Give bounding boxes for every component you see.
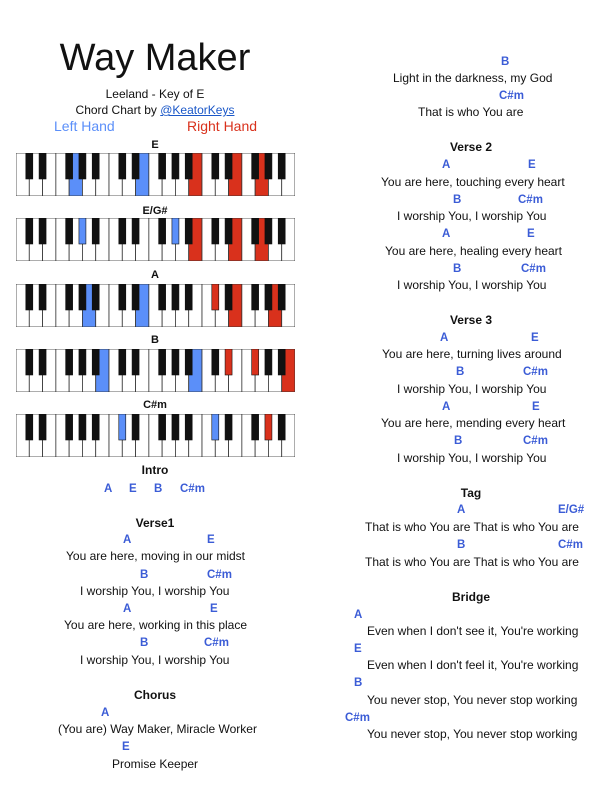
lyric-line: Even when I don't see it, You're working bbox=[367, 624, 579, 638]
lyric-line: You never stop, You never stop working bbox=[367, 693, 578, 707]
black-key bbox=[159, 153, 166, 179]
chord-label: B bbox=[140, 637, 149, 649]
artist-line: Leeland - Key of E bbox=[105, 87, 205, 101]
chord-label: B bbox=[457, 539, 466, 551]
chart-by-line bbox=[0, 103, 310, 118]
chord-label: A bbox=[123, 603, 132, 615]
black-key bbox=[119, 153, 126, 179]
black-key bbox=[79, 284, 86, 310]
black-key bbox=[26, 414, 33, 440]
black-key bbox=[132, 284, 139, 310]
black-key bbox=[159, 414, 166, 440]
keyboard-title-csharpm: C#m bbox=[143, 399, 167, 411]
right-hand-legend: Right Hand bbox=[187, 118, 258, 134]
black-key bbox=[252, 349, 259, 375]
intro-chord: B bbox=[154, 483, 163, 495]
lyric-line: Promise Keeper bbox=[112, 757, 199, 771]
author-link[interactable]: @KeatorKeys bbox=[160, 103, 235, 117]
chord-label: A bbox=[101, 707, 110, 719]
black-key bbox=[225, 153, 232, 179]
black-key bbox=[92, 284, 99, 310]
black-key bbox=[119, 414, 126, 440]
chord-label: C#m bbox=[204, 637, 229, 649]
black-key bbox=[185, 284, 192, 310]
black-key bbox=[185, 218, 192, 244]
black-key bbox=[159, 349, 166, 375]
black-key bbox=[39, 218, 46, 244]
black-key bbox=[265, 153, 272, 179]
black-key bbox=[26, 218, 33, 244]
black-key bbox=[79, 153, 86, 179]
chord-label: C#m bbox=[521, 263, 546, 275]
black-key bbox=[26, 349, 33, 375]
keyboard-title-e: E bbox=[151, 139, 159, 151]
chord-label: B bbox=[140, 569, 149, 581]
black-key bbox=[66, 414, 73, 440]
lyric-line: I worship You, I worship You bbox=[80, 653, 230, 667]
chord-label: A bbox=[442, 401, 451, 413]
black-key bbox=[265, 284, 272, 310]
black-key bbox=[66, 284, 73, 310]
black-key bbox=[92, 218, 99, 244]
chord-label: E/G# bbox=[558, 504, 585, 516]
keyboard-diagram-egsharp bbox=[16, 218, 295, 261]
black-key bbox=[79, 349, 86, 375]
lyric-line: You are here, turning lives around bbox=[382, 347, 562, 361]
tag-heading: Tag bbox=[460, 486, 482, 500]
black-key bbox=[92, 349, 99, 375]
black-key bbox=[278, 284, 285, 310]
chord-label: B bbox=[501, 56, 510, 68]
chord-label: A bbox=[442, 228, 451, 240]
lyric-line: You are here, healing every heart bbox=[385, 244, 563, 258]
chord-label: E bbox=[531, 332, 539, 344]
black-key bbox=[278, 349, 285, 375]
black-key bbox=[132, 349, 139, 375]
black-key bbox=[79, 414, 86, 440]
chord-label: E bbox=[528, 159, 536, 171]
lyric-line: I worship You, I worship You bbox=[397, 209, 547, 223]
chord-label: C#m bbox=[558, 539, 583, 551]
chart-by-prefix: Chord Chart by bbox=[75, 103, 161, 117]
black-key bbox=[252, 218, 259, 244]
intro-chord: E bbox=[129, 483, 137, 495]
chord-label: A bbox=[354, 609, 363, 621]
black-key bbox=[39, 284, 46, 310]
black-key bbox=[159, 218, 166, 244]
black-key bbox=[66, 153, 73, 179]
chorus-heading: Chorus bbox=[134, 688, 176, 702]
chord-label: E bbox=[532, 401, 540, 413]
black-key bbox=[225, 284, 232, 310]
black-key bbox=[265, 414, 272, 440]
lyric-line: I worship You, I worship You bbox=[80, 584, 230, 598]
chord-label: B bbox=[453, 263, 462, 275]
lyric-line: You never stop, You never stop working bbox=[367, 727, 578, 741]
black-key bbox=[172, 153, 179, 179]
black-key bbox=[159, 284, 166, 310]
black-key bbox=[119, 218, 126, 244]
black-key bbox=[39, 414, 46, 440]
keyboard-title-egsharp: E/G# bbox=[142, 205, 168, 217]
lyric-line: I worship You, I worship You bbox=[397, 451, 547, 465]
black-key bbox=[132, 218, 139, 244]
black-key bbox=[172, 349, 179, 375]
chord-label: B bbox=[354, 677, 363, 689]
chord-label: A bbox=[442, 159, 451, 171]
lyric-line: Light in the darkness, my God bbox=[393, 71, 553, 85]
left-hand-legend: Left Hand bbox=[54, 118, 115, 134]
black-key bbox=[278, 414, 285, 440]
chord-label: B bbox=[453, 194, 462, 206]
black-key bbox=[39, 349, 46, 375]
black-key bbox=[212, 414, 219, 440]
lyric-line: That is who You are That is who You are bbox=[365, 520, 579, 534]
lyric-line: You are here, working in this place bbox=[64, 618, 247, 632]
verse1-heading: Verse1 bbox=[135, 516, 175, 530]
black-key bbox=[132, 414, 139, 440]
bridge-heading: Bridge bbox=[451, 590, 490, 604]
black-key bbox=[119, 284, 126, 310]
lyric-line: I worship You, I worship You bbox=[397, 382, 547, 396]
lyric-line: Even when I don't feel it, You're working bbox=[367, 658, 579, 672]
chord-label: B bbox=[454, 435, 463, 447]
lyric-line: That is who You are bbox=[418, 105, 524, 119]
black-key bbox=[185, 153, 192, 179]
black-key bbox=[185, 414, 192, 440]
black-key bbox=[26, 153, 33, 179]
keyboard-title-a: A bbox=[151, 269, 159, 281]
chord-label: C#m bbox=[523, 366, 548, 378]
intro-chord: C#m bbox=[180, 483, 205, 495]
black-key bbox=[252, 284, 259, 310]
black-key bbox=[92, 414, 99, 440]
black-key bbox=[172, 414, 179, 440]
chord-label: E bbox=[207, 534, 215, 546]
song-title: Way Maker bbox=[59, 37, 251, 79]
keyboard-diagram-e bbox=[16, 153, 295, 196]
chord-label: C#m bbox=[345, 712, 370, 724]
chord-label: B bbox=[456, 366, 465, 378]
chord-label: E bbox=[354, 643, 362, 655]
chord-label: C#m bbox=[207, 569, 232, 581]
lyric-line: You are here, moving in our midst bbox=[66, 549, 245, 563]
black-key bbox=[212, 218, 219, 244]
black-key bbox=[265, 218, 272, 244]
keyboard-diagram-csharpm bbox=[16, 414, 295, 457]
black-key bbox=[225, 349, 232, 375]
verse3-heading: Verse 3 bbox=[449, 313, 493, 327]
black-key bbox=[185, 349, 192, 375]
lyric-line: You are here, mending every heart bbox=[381, 416, 566, 430]
chord-label: E bbox=[122, 741, 130, 753]
lyric-line: (You are) Way Maker, Miracle Worker bbox=[58, 722, 257, 736]
keyboard-diagram-b bbox=[16, 349, 295, 392]
black-key bbox=[265, 349, 272, 375]
chord-label: C#m bbox=[518, 194, 543, 206]
chord-label: A bbox=[123, 534, 132, 546]
black-key bbox=[172, 284, 179, 310]
chord-label: E bbox=[210, 603, 218, 615]
black-key bbox=[66, 218, 73, 244]
black-key bbox=[212, 349, 219, 375]
black-key bbox=[278, 218, 285, 244]
black-key bbox=[225, 414, 232, 440]
lyric-line: I worship You, I worship You bbox=[397, 278, 547, 292]
black-key bbox=[92, 153, 99, 179]
black-key bbox=[212, 153, 219, 179]
chord-label: A bbox=[457, 504, 466, 516]
chord-label: A bbox=[440, 332, 449, 344]
black-key bbox=[278, 153, 285, 179]
chord-label: C#m bbox=[499, 90, 524, 102]
black-key bbox=[79, 218, 86, 244]
intro-heading: Intro bbox=[141, 463, 169, 477]
black-key bbox=[132, 153, 139, 179]
chord-label: E bbox=[527, 228, 535, 240]
black-key bbox=[172, 218, 179, 244]
lyric-line: That is who You are That is who You are bbox=[365, 555, 579, 569]
keyboard-diagram-a bbox=[16, 284, 295, 327]
black-key bbox=[26, 284, 33, 310]
black-key bbox=[39, 153, 46, 179]
black-key bbox=[225, 218, 232, 244]
black-key bbox=[119, 349, 126, 375]
verse2-heading: Verse 2 bbox=[449, 140, 493, 154]
black-key bbox=[252, 153, 259, 179]
black-key bbox=[252, 414, 259, 440]
black-key bbox=[212, 284, 219, 310]
keyboard-title-b: B bbox=[151, 334, 159, 346]
lyric-line: You are here, touching every heart bbox=[381, 175, 565, 189]
chord-label: C#m bbox=[523, 435, 548, 447]
intro-chord: A bbox=[104, 483, 113, 495]
black-key bbox=[66, 349, 73, 375]
